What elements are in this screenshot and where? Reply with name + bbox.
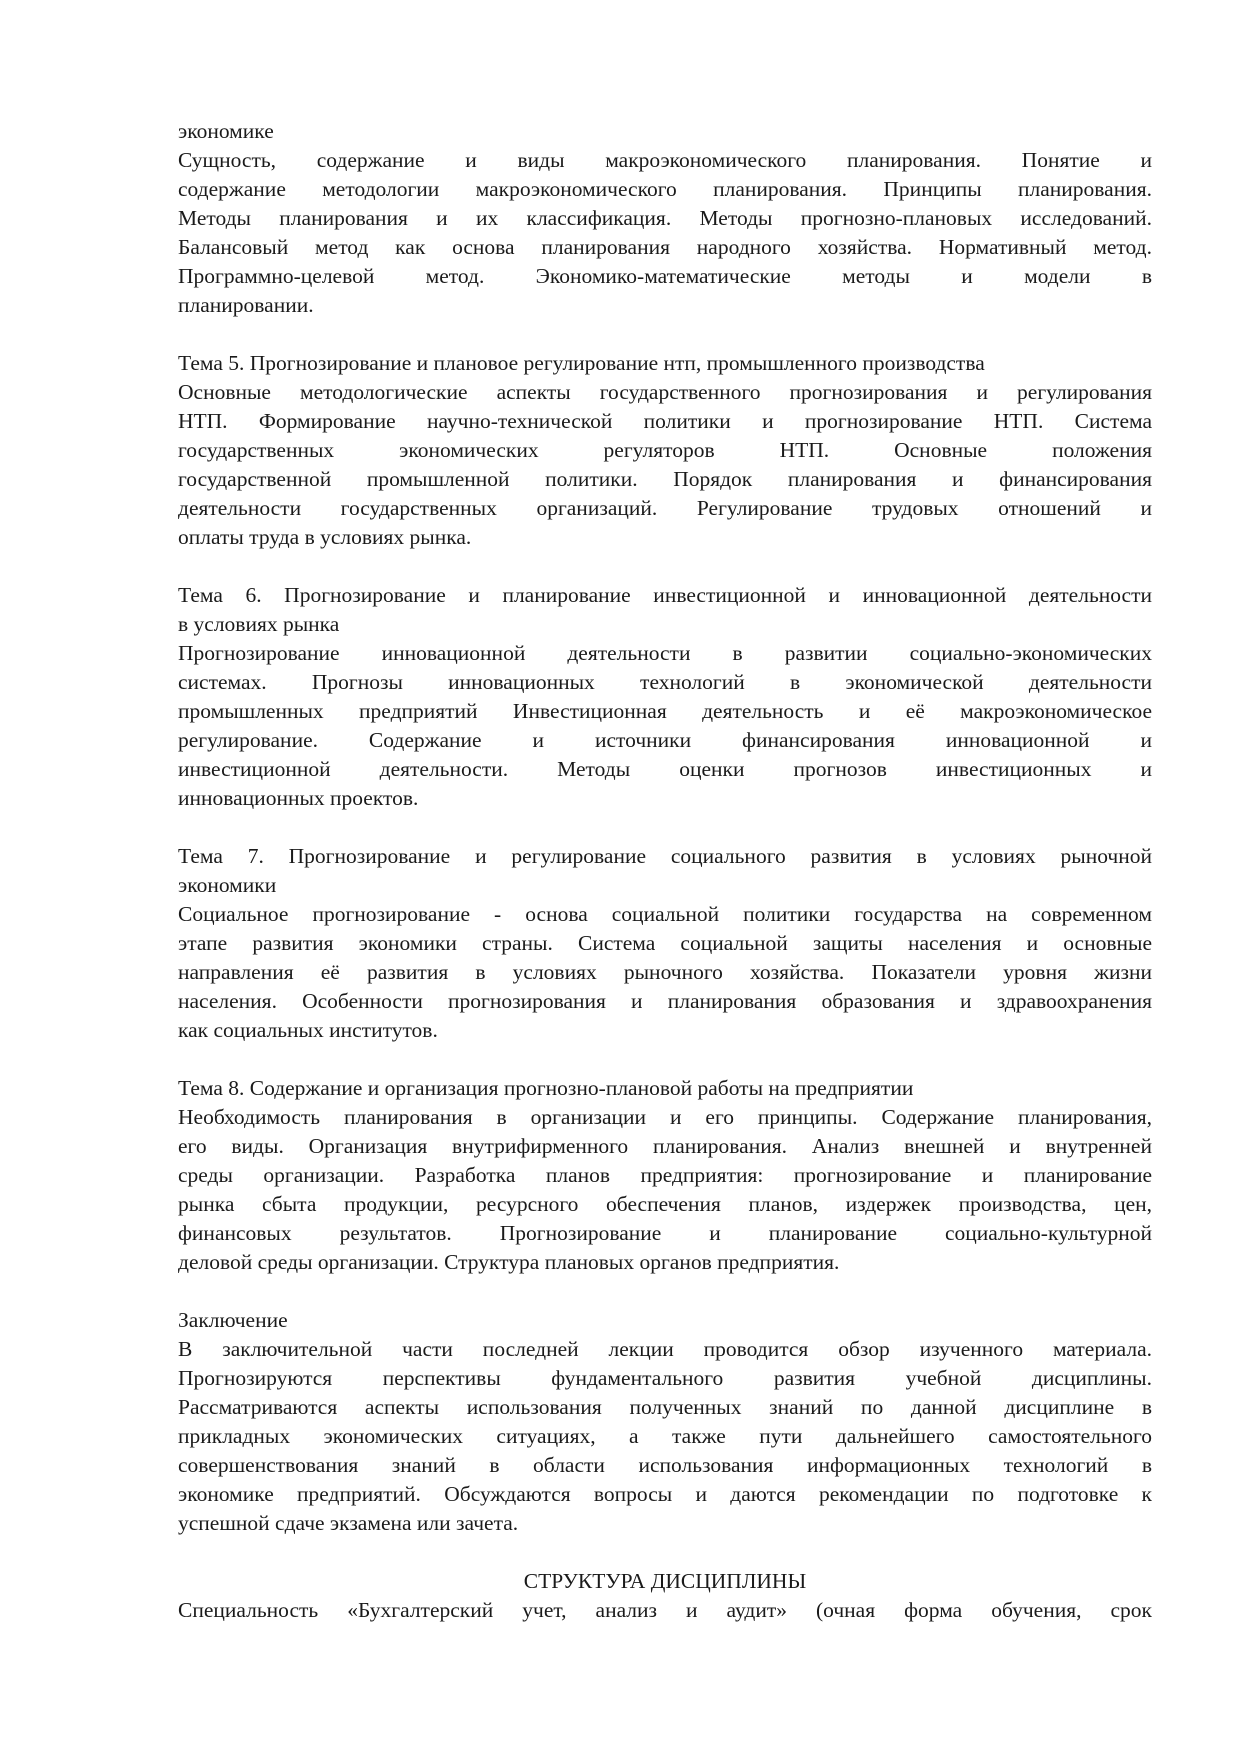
text-line: этапе развития экономики страны. Система социальной защиты населения и основные (178, 931, 1152, 955)
document-body (178, 117, 1152, 1538)
text-line: Основные методологические аспекты государственного прогнозирования и регулирования (178, 380, 1152, 404)
text-block (178, 842, 1152, 1045)
text-line: прикладных экономических ситуациях, а также пути дальнейшего самостоятельного (178, 1424, 1152, 1448)
text-line: Заключение (178, 1308, 288, 1332)
text-line: Сущность, содержание и виды макроэкономического планирования. Понятие и (178, 148, 1152, 172)
text-line: экономике предприятий. Обсуждаются вопросы и даются рекомендации по подготовке к (178, 1482, 1152, 1506)
text-line: совершенствования знаний в области использования информационных технологий в (178, 1453, 1152, 1477)
text-block (178, 117, 1152, 320)
text-line: Тема 5. Прогнозирование и плановое регулирование нтп, промышленного производства (178, 351, 985, 375)
text-block (178, 349, 1152, 552)
text-line: промышленных предприятий Инвестиционная деятельность и её макроэкономическое (178, 699, 1152, 723)
text-line: среды организации. Разработка планов предприятия: прогнозирование и планирование (178, 1163, 1152, 1187)
text-line: инновационных проектов. (178, 786, 419, 810)
text-line: деятельности государственных организаций. Регулирование трудовых отношений и (178, 496, 1152, 520)
text-line: В заключительной части последней лекции проводится обзор изученного материала. (178, 1337, 1152, 1361)
section-heading: СТРУКТУРА ДИСЦИПЛИНЫ (523, 1569, 807, 1593)
text-line: как социальных институтов. (178, 1018, 438, 1042)
text-line: Прогнозируются перспективы фундаментального развития учебной дисциплины. (178, 1366, 1152, 1390)
text-line: Тема 6. Прогнозирование и планирование инвестиционной и инновационной деятельности (178, 583, 1152, 607)
text-line: Программно-целевой метод. Экономико-математические методы и модели в (178, 264, 1152, 288)
text-line: Балансовый метод как основа планирования народного хозяйства. Нормативный метод. (178, 235, 1152, 259)
text-line: в условиях рынка (178, 612, 340, 636)
text-line: Тема 8. Содержание и организация прогнозно-плановой работы на предприятии (178, 1076, 914, 1100)
text-line: планировании. (178, 293, 314, 317)
document-page (178, 117, 1152, 1625)
text-line: системах. Прогнозы инновационных технологий в экономической деятельности (178, 670, 1152, 694)
text-line: инвестиционной деятельности. Методы оценки прогнозов инвестиционных и (178, 757, 1152, 781)
text-line: содержание методологии макроэкономического планирования. Принципы планирования. (178, 177, 1152, 201)
text-line: населения. Особенности прогнозирования и планирования образования и здравоохранения (178, 989, 1152, 1013)
text-line: Необходимость планирования в организации и его принципы. Содержание планирования, (178, 1105, 1152, 1129)
text-line: Методы планирования и их классификация. Методы прогнозно-плановых исследований. (178, 206, 1152, 230)
text-line: государственных экономических регуляторов НТП. Основные положения (178, 438, 1152, 462)
text-line: финансовых результатов. Прогнозирование и планирование социально-культурной (178, 1221, 1152, 1245)
text-line: рынка сбыта продукции, ресурсного обеспечения планов, издержек производства, цен, (178, 1192, 1152, 1216)
text-line: деловой среды организации. Структура плановых органов предприятия. (178, 1250, 840, 1274)
text-line: экономике (178, 119, 274, 143)
text-line: НТП. Формирование научно-технической политики и прогнозирование НТП. Система (178, 409, 1152, 433)
text-line: направления её развития в условиях рыночного хозяйства. Показатели уровня жизни (178, 960, 1152, 984)
text-block (178, 1306, 1152, 1538)
text-line: Тема 7. Прогнозирование и регулирование социального развития в условиях рыночной (178, 844, 1152, 868)
text-line: успешной сдаче экзамена или зачета. (178, 1511, 519, 1535)
text-line: экономики (178, 873, 277, 897)
text-line: оплаты труда в условиях рынка. (178, 525, 472, 549)
text-line: государственной промышленной политики. Порядок планирования и финансирования (178, 467, 1152, 491)
text-line: его виды. Организация внутрифирменного планирования. Анализ внешней и внутренней (178, 1134, 1152, 1158)
text-line: Прогнозирование инновационной деятельности в развитии социально-экономических (178, 641, 1152, 665)
text-block (178, 1074, 1152, 1277)
text-block (178, 581, 1152, 813)
text-line: Социальное прогнозирование - основа социальной политики государства на современном (178, 902, 1152, 926)
text-line: Рассматриваются аспекты использования полученных знаний по данной дисциплине в (178, 1395, 1152, 1419)
text-line: регулирование. Содержание и источники финансирования инновационной и (178, 728, 1152, 752)
final-line: Специальность «Бухгалтерский учет, анализ и аудит» (очная форма обучения, срок (178, 1598, 1152, 1622)
